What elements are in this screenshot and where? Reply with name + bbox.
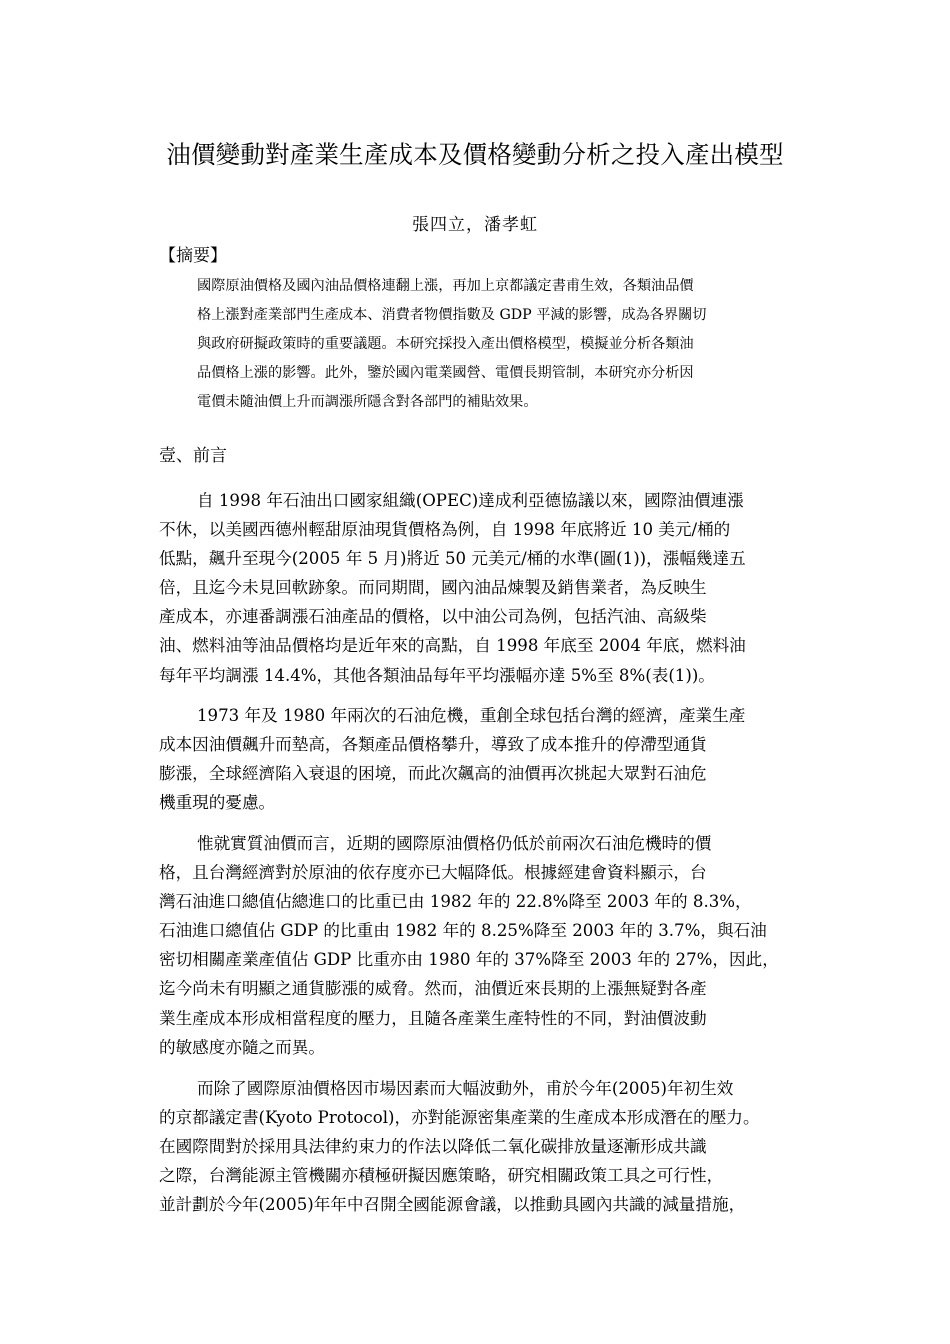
paragraph-line: 業生產成本形成相當程度的壓力，且隨各產業生產特性的不同，對油價波動 bbox=[159, 1008, 707, 1028]
paragraph-line: 自 1998 年石油出口國家組織(OPEC)達成利亞德協議以來，國際油價連漲 bbox=[197, 491, 744, 510]
paragraph-line: 惟就實質油價而言，近期的國際原油價格仍低於前兩次石油危機時的價 bbox=[197, 834, 712, 853]
abstract-line: 品價格上漲的影響。此外，鑒於國內電業國營、電價長期管制，本研究亦分析因 bbox=[197, 365, 694, 381]
paragraph-line: 迄今尚未有明顯之通貨膨漲的威脅。然而，油價近來長期的上漲無疑對各產 bbox=[159, 979, 707, 999]
paragraph-line: 膨漲，全球經濟陷入衰退的困境，而此次飆高的油價再次挑起大眾對石油危 bbox=[159, 764, 707, 784]
paragraph-line: 灣石油進口總值佔總進口的比重已由 1982 年的 22.8%降至 2003 年的 8.3%， bbox=[159, 892, 752, 912]
body-paragraph bbox=[159, 486, 819, 690]
paragraph-line: 密切相關產業產值佔 GDP 比重亦由 1980 年的 37%降至 2003 年的 27%，因此， bbox=[159, 950, 779, 970]
paragraph-line: 油、燃料油等油品價格均是近年來的高點，自 1998 年底至 2004 年底，燃料油 bbox=[159, 636, 746, 656]
paragraph-line: 之際，台灣能源主管機關亦積極研擬因應策略，研究相關政策工具之可行性， bbox=[159, 1166, 724, 1186]
paragraph-line: 不休，以美國西德州輕甜原油現貨價格為例，自 1998 年底將近 10 美元/桶的 bbox=[159, 520, 731, 540]
abstract-line: 格上漲對產業部門生產成本、消費者物價指數及 GDP 平減的影響，成為各界關切 bbox=[197, 307, 707, 323]
abstract-line: 電價未隨油價上升而調漲所隱含對各部門的補貼效果。 bbox=[197, 394, 538, 410]
body-paragraph bbox=[159, 829, 819, 1062]
body-paragraph bbox=[159, 1074, 819, 1219]
paragraph-line: 1973 年及 1980 年兩次的石油危機，重創全球包括台灣的經濟，產業生產 bbox=[197, 706, 746, 725]
paragraph-line: 而除了國際原油價格因市場因素而大幅波動外，甫於今年(2005)年初生效 bbox=[197, 1079, 734, 1098]
paragraph-line: 格，且台灣經濟對於原油的依存度亦已大幅降低。根據經建會資料顯示，台 bbox=[159, 863, 707, 883]
paragraph-line: 石油進口總值佔 GDP 的比重由 1982 年的 8.25%降至 2003 年的 3.7%，與石油 bbox=[159, 921, 767, 941]
paragraph-line: 低點，飆升至現今(2005 年 5 月)將近 50 元美元/桶的水準(圖(1))，漲幅幾達五 bbox=[159, 549, 746, 569]
paragraph-line: 的京都議定書(Kyoto Protocol)，亦對能源密集產業的生產成本形成潛在的壓力。 bbox=[159, 1108, 760, 1128]
body-paragraph bbox=[159, 701, 819, 817]
paragraph-line: 每年平均調漲 14.4%，其他各類油品每年平均漲幅亦達 5%至 8%(表(1))。 bbox=[159, 665, 715, 685]
section-heading-introduction: 壹、前言 bbox=[159, 446, 227, 466]
paragraph-line: 成本因油價飆升而墊高，各類產品價格攀升，導致了成本推升的停滯型通貨 bbox=[159, 735, 707, 755]
paragraph-line: 並計劃於今年(2005)年年中召開全國能源會議，以推動具國內共識的減量措施， bbox=[159, 1195, 746, 1215]
paper-title: 油價變動對產業生產成本及價格變動分析之投入產出模型 bbox=[166, 140, 784, 169]
abstract-line: 與政府研擬政策時的重要議題。本研究採投入產出價格模型，模擬並分析各類油 bbox=[197, 336, 694, 352]
abstract-line: 國際原油價格及國內油品價格連翻上漲，再加上京都議定書甫生效，各類油品價 bbox=[197, 278, 694, 294]
paragraph-line: 的敏感度亦隨之而異。 bbox=[159, 1037, 325, 1057]
paper-authors: 張四立，潘孝虹 bbox=[412, 215, 538, 235]
paragraph-line: 機重現的憂慮。 bbox=[159, 793, 276, 813]
abstract-heading: 【摘要】 bbox=[159, 246, 227, 266]
paragraph-line: 產成本，亦連番調漲石油產品的價格，以中油公司為例，包括汽油、高級柴 bbox=[159, 607, 707, 627]
paragraph-line: 在國際間對於採用具法律約束力的作法以降低二氧化碳排放量逐漸形成共識 bbox=[159, 1137, 707, 1157]
abstract-body bbox=[197, 272, 777, 417]
paragraph-line: 倍，且迄今未見回軟跡象。而同期間，國內油品煉製及銷售業者，為反映生 bbox=[159, 578, 707, 598]
